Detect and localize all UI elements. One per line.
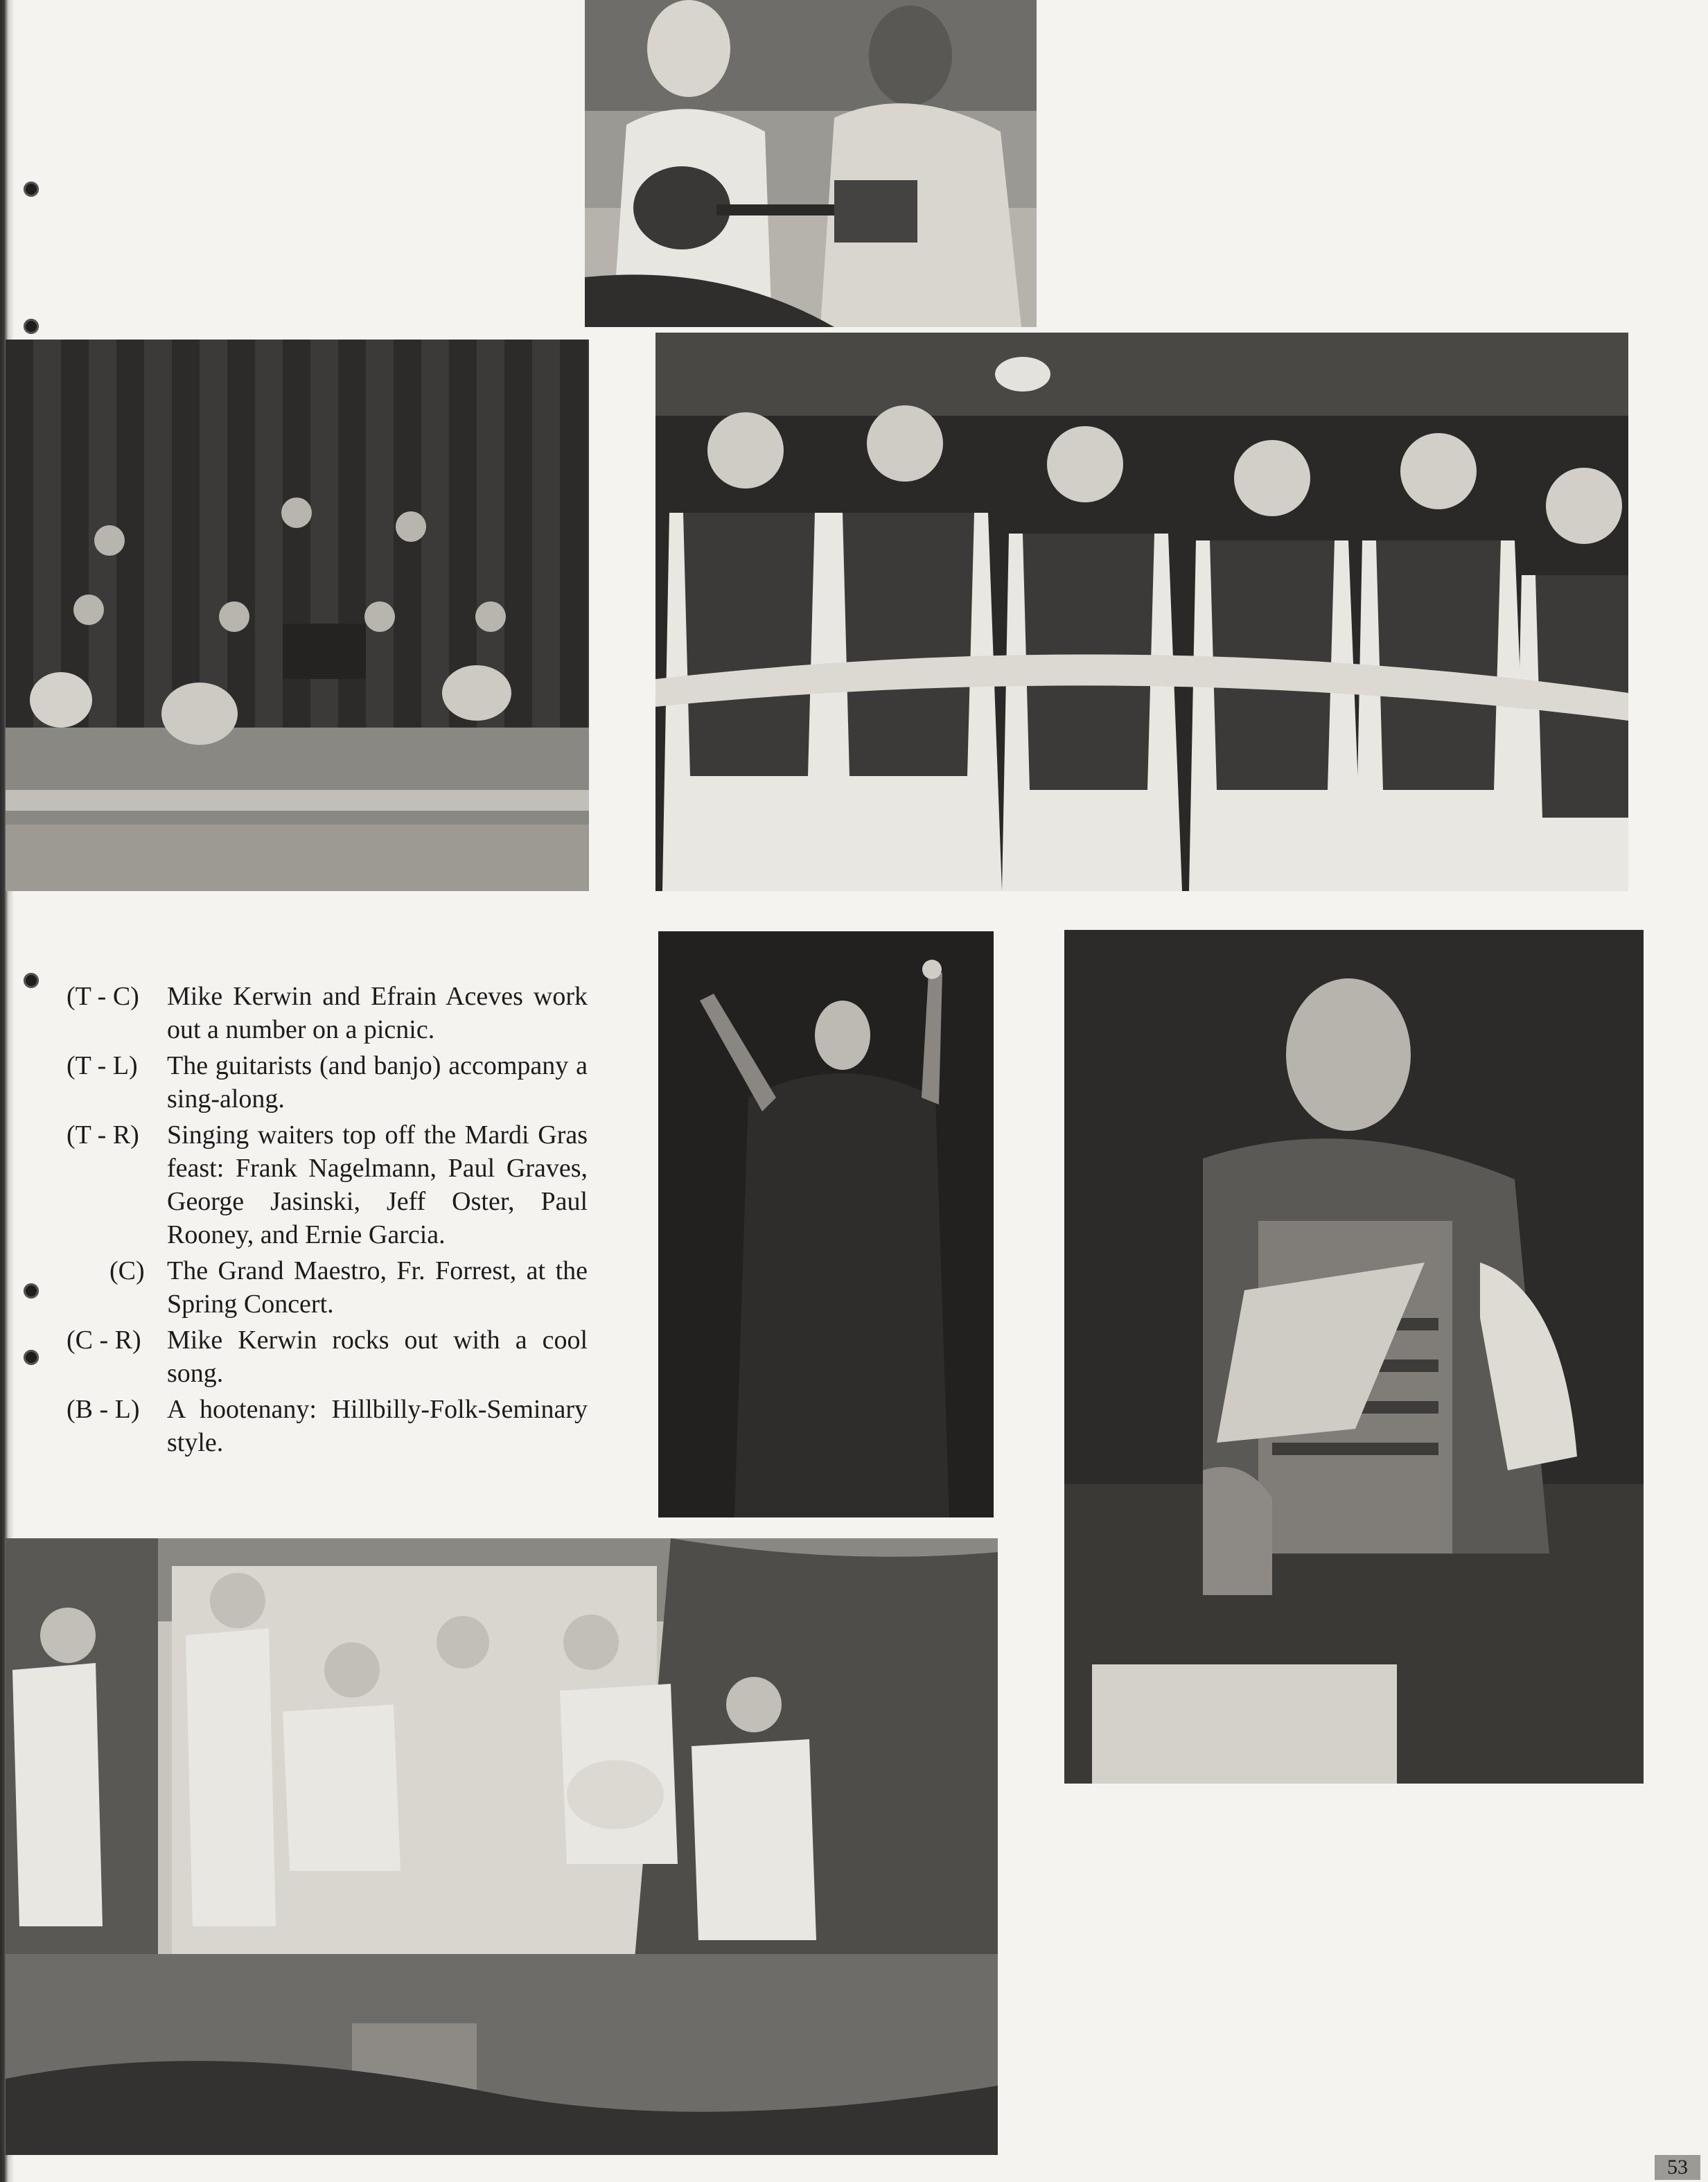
- binder-hole: [24, 1350, 39, 1365]
- photo-center: [658, 931, 994, 1517]
- caption-code: (T - L): [67, 1051, 138, 1080]
- binder-hole: [24, 973, 39, 988]
- caption-text: The Grand Maestro, Fr. Forrest, at the Spring Concert.: [167, 1256, 588, 1319]
- caption-code: (B - L): [67, 1395, 140, 1424]
- photo-top-center: [585, 0, 1037, 327]
- caption-text: Mike Kerwin rocks out with a cool song.: [167, 1326, 588, 1388]
- caption-block: [67, 980, 588, 1462]
- caption-item: [67, 1118, 588, 1251]
- hootenanny-photo-icon: [6, 1538, 998, 2155]
- caption-code: (T - C): [67, 982, 139, 1011]
- stage-guitarists-photo-icon: [6, 340, 589, 891]
- caption-item: [67, 1393, 588, 1459]
- singing-waiters-photo-icon: [655, 333, 1628, 891]
- conductor-photo-icon: [658, 931, 994, 1517]
- caption-code: (C): [109, 1256, 145, 1285]
- caption-item: [67, 1254, 588, 1321]
- caption-text: Singing waiters top off the Mardi Gras feast: Frank Nagelmann, Paul Graves, George Jasinski, Jeff Oster, Paul Rooney, and Ernie Garcia.: [167, 1120, 588, 1249]
- caption-code: (T - R): [67, 1120, 139, 1150]
- caption-item: [67, 980, 588, 1046]
- caption-text: The guitarists (and banjo) accompany a sing-along.: [167, 1051, 588, 1114]
- binder-hole: [24, 319, 39, 334]
- caption-text: Mike Kerwin and Efrain Aceves work out a number on a picnic.: [167, 982, 588, 1044]
- binder-hole: [24, 182, 39, 197]
- page-number: 53: [1655, 2155, 1700, 2180]
- caption-item: [67, 1323, 588, 1390]
- photo-center-right: [1064, 930, 1644, 1784]
- caption-text: A hootenany: Hillbilly-Folk-Seminary style.: [167, 1395, 588, 1457]
- picnic-guitar-photo-icon: [585, 0, 1037, 327]
- binder-hole: [24, 1283, 39, 1299]
- caption-code: (C - R): [67, 1326, 141, 1355]
- photo-top-left: [6, 340, 589, 891]
- photo-top-right: [655, 333, 1628, 891]
- guitar-poncho-photo-icon: [1064, 930, 1644, 1784]
- photo-bottom-left: [6, 1538, 998, 2155]
- caption-item: [67, 1049, 588, 1116]
